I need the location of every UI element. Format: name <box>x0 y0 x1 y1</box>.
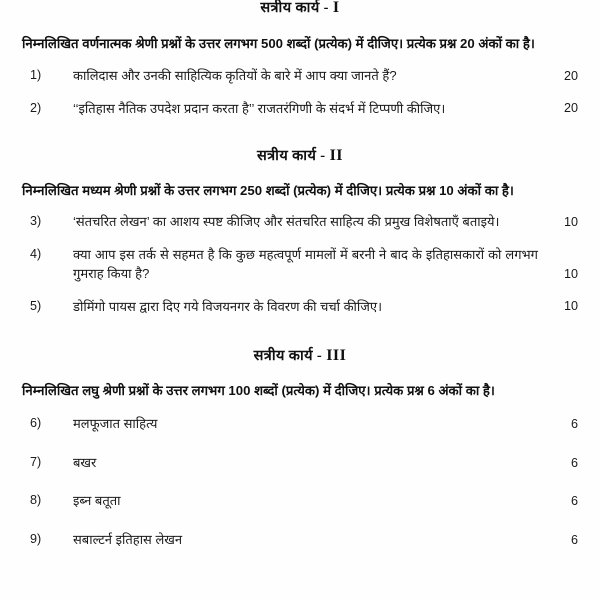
question-row <box>22 530 578 550</box>
section-1-question-list <box>22 66 578 118</box>
question-row <box>22 297 578 317</box>
question-text: क्या आप इस तर्क से सहमत है कि कुछ महत्वपूर्ण मामलों में बरनी ने बाद के इतिहासकारों को लगभग गुमराह किया है? <box>73 246 538 282</box>
section-heading-1 <box>22 0 578 17</box>
question-marks: 6 <box>570 532 578 547</box>
question-text: इब्न बतूता <box>73 493 121 509</box>
question-marks: 20 <box>563 101 578 116</box>
question-number: 7) <box>30 454 42 469</box>
question-number: 8) <box>30 493 42 508</box>
question-text: ‘‘इतिहास नैतिक उपदेश प्रदान करता है’’ राजतरंगिणी के संदर्भ में टिप्पणी कीजिए। <box>73 100 446 116</box>
question-number: 5) <box>30 298 42 313</box>
question-number: 9) <box>30 531 42 546</box>
question-text: डोमिंगो पायस द्वारा दिए गये विजयनगर के विवरण की चर्चा कीजिए। <box>73 298 383 314</box>
section-2-instruction: निम्नलिखित मध्यम श्रेणी प्रश्नों के उत्तर लगभग 250 शब्दों (प्रत्येक) में दीजिए। प्रत्येक प्रश्न 10 अंकों का है। <box>22 183 514 199</box>
question-marks: 10 <box>563 266 578 281</box>
question-text: ‘संतचरित लेखन’ का आशय स्पष्ट कीजिए और संतचरित साहित्य की प्रमुख विशेषताएँ बताइये। <box>73 214 500 230</box>
question-row <box>22 66 578 86</box>
question-row <box>22 453 578 473</box>
question-number: 4) <box>30 246 42 261</box>
question-row <box>22 212 578 232</box>
section-heading-1-label: सत्रीय कार्य - <box>260 0 329 16</box>
section-1-instruction: निम्नलिखित वर्णनात्मक श्रेणी प्रश्नों के उत्तर लगभग 500 शब्दों (प्रत्येक) में दीजिए। प्रत्येक प्रश्न 20 अंकों का है। <box>22 36 535 51</box>
section-heading-2-label: सत्रीय कार्य - <box>256 148 326 165</box>
question-text: मलफूजात साहित्य <box>73 416 158 432</box>
question-row <box>22 245 578 284</box>
question-text: सबाल्टर्न इतिहास लेखन <box>73 531 183 547</box>
question-number: 6) <box>30 416 42 431</box>
question-marks: 6 <box>570 494 578 509</box>
question-row <box>22 491 578 511</box>
question-row <box>22 414 578 434</box>
section-3-question-list <box>22 414 578 549</box>
question-number: 2) <box>30 100 42 115</box>
question-marks: 6 <box>570 455 578 470</box>
question-number: 3) <box>30 214 42 229</box>
question-marks: 10 <box>563 299 578 314</box>
question-marks: 6 <box>570 417 578 432</box>
section-heading-2-roman: II <box>329 147 344 165</box>
section-3-instruction: निम्नलिखित लघु श्रेणी प्रश्नों के उत्तर लगभग 100 शब्दों (प्रत्येक) में दीजिए। प्रत्येक प्रश्न 6 अंकों का है। <box>22 383 495 399</box>
section-2-question-list <box>22 212 578 316</box>
question-row <box>22 99 578 119</box>
question-number: 1) <box>30 68 42 83</box>
section-heading-2 <box>22 145 578 165</box>
section-heading-3 <box>22 345 578 365</box>
question-text: कालिदास और उनकी साहित्यिक कृतियों के बारे में आप क्या जानते हैं? <box>73 68 397 84</box>
section-heading-3-label: सत्रीय कार्य - <box>253 348 323 365</box>
question-marks: 10 <box>563 214 578 229</box>
section-heading-1-roman: I <box>332 0 340 16</box>
section-heading-3-roman: III <box>326 347 347 365</box>
question-text: बखर <box>73 454 97 470</box>
question-marks: 20 <box>563 68 578 83</box>
